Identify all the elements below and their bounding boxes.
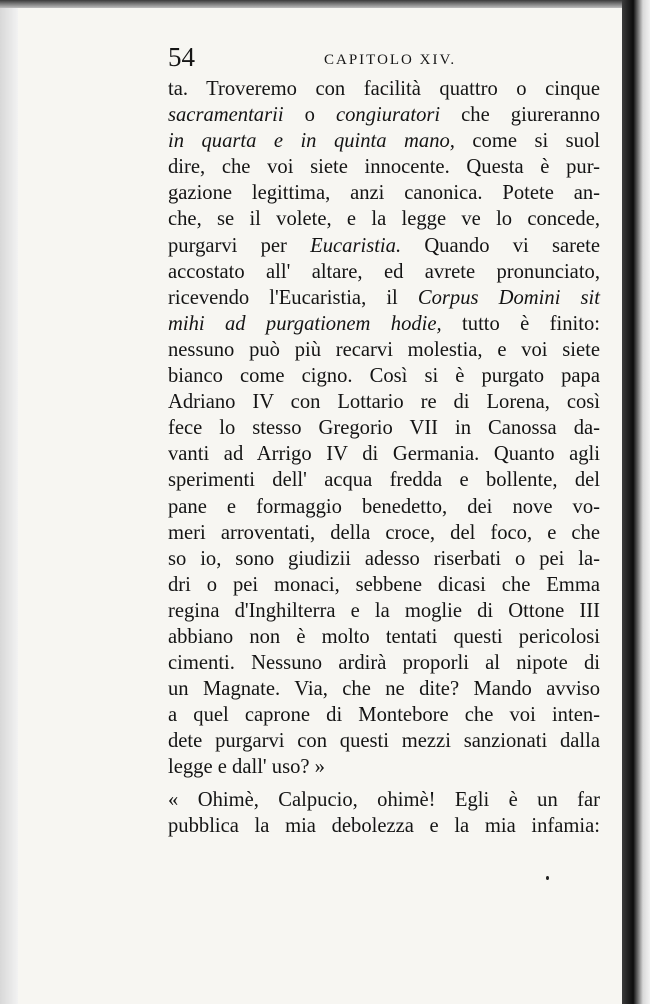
body-text — [168, 76, 600, 839]
text-line: mihi ad purgationem hodie, tutto è finito: — [168, 312, 601, 335]
page-header — [168, 42, 588, 78]
running-head: CAPITOLO XIV. — [324, 52, 457, 68]
text-line: gazione legittima, anzi canonica. Potete an- — [168, 182, 600, 205]
text-line: accostato all' altare, ed avrete pronunciato, — [168, 260, 600, 283]
page-number: 54 — [168, 42, 195, 72]
text-line: bianco come cigno. Così si è purgato papa — [168, 365, 600, 388]
text-line: ta. Troveremo con facilità quattro o cinque — [168, 78, 600, 100]
text-line: purgarvi per Eucaristia. Quando vi sarete — [168, 234, 600, 257]
text-line: abbiano non è molto tentati questi pericolosi — [168, 625, 600, 648]
text-line: dri o pei monaci, sebbene dicasi che Emma — [168, 573, 600, 596]
text-line: dire, che voi siete innocente. Questa è pur- — [168, 156, 600, 179]
text-line: cimenti. Nessuno ardirà proporli al nipote di — [168, 652, 600, 675]
text-line: ricevendo l'Eucaristia, il Corpus Domini sit — [168, 286, 600, 309]
text-line: Adriano IV con Lottario re di Lorena, così — [168, 391, 600, 414]
text-line: vanti ad Arrigo IV di Germania. Quanto agli — [168, 443, 600, 466]
text-line: che, se il volete, e la legge ve lo concede, — [168, 208, 600, 231]
ink-speck — [546, 876, 549, 880]
text-line: in quarta e in quinta mano, come si suol — [168, 130, 600, 153]
text-line: dete purgarvi con questi mezzi sanzionati dalla — [168, 730, 600, 753]
scan-left-margin — [0, 8, 18, 1004]
text-line: un Magnate. Via, che ne dite? Mando avviso — [168, 678, 600, 701]
text-line: so io, sono giudizii adesso riserbati o pei la- — [168, 547, 600, 570]
text-line: legge e dall' uso? » — [168, 756, 325, 779]
text-line: a quel caprone di Montebore che voi inten- — [168, 704, 600, 727]
text-line: nessuno può più recarvi molestia, e voi siete — [168, 338, 600, 361]
text-line: « Ohimè, Calpucio, ohimè! Egli è un far — [168, 788, 600, 811]
scan-top-shadow — [0, 0, 650, 8]
text-line: pane e formaggio benedetto, dei nove vo- — [168, 495, 600, 518]
text-line: sperimenti dell' acqua fredda e bollente, del — [168, 469, 600, 492]
book-gutter-shadow — [622, 0, 650, 1004]
text-line: fece lo stesso Gregorio VII in Canossa da- — [168, 417, 600, 440]
text-line: pubblica la mia debolezza e la mia infamia: — [168, 814, 600, 837]
text-line: regina d'Inghilterra e la moglie di Ottone III — [168, 599, 600, 622]
text-line: meri arroventati, della croce, del foco, e che — [168, 521, 600, 544]
text-line: sacramentarii o congiuratori che giureranno — [168, 104, 601, 127]
